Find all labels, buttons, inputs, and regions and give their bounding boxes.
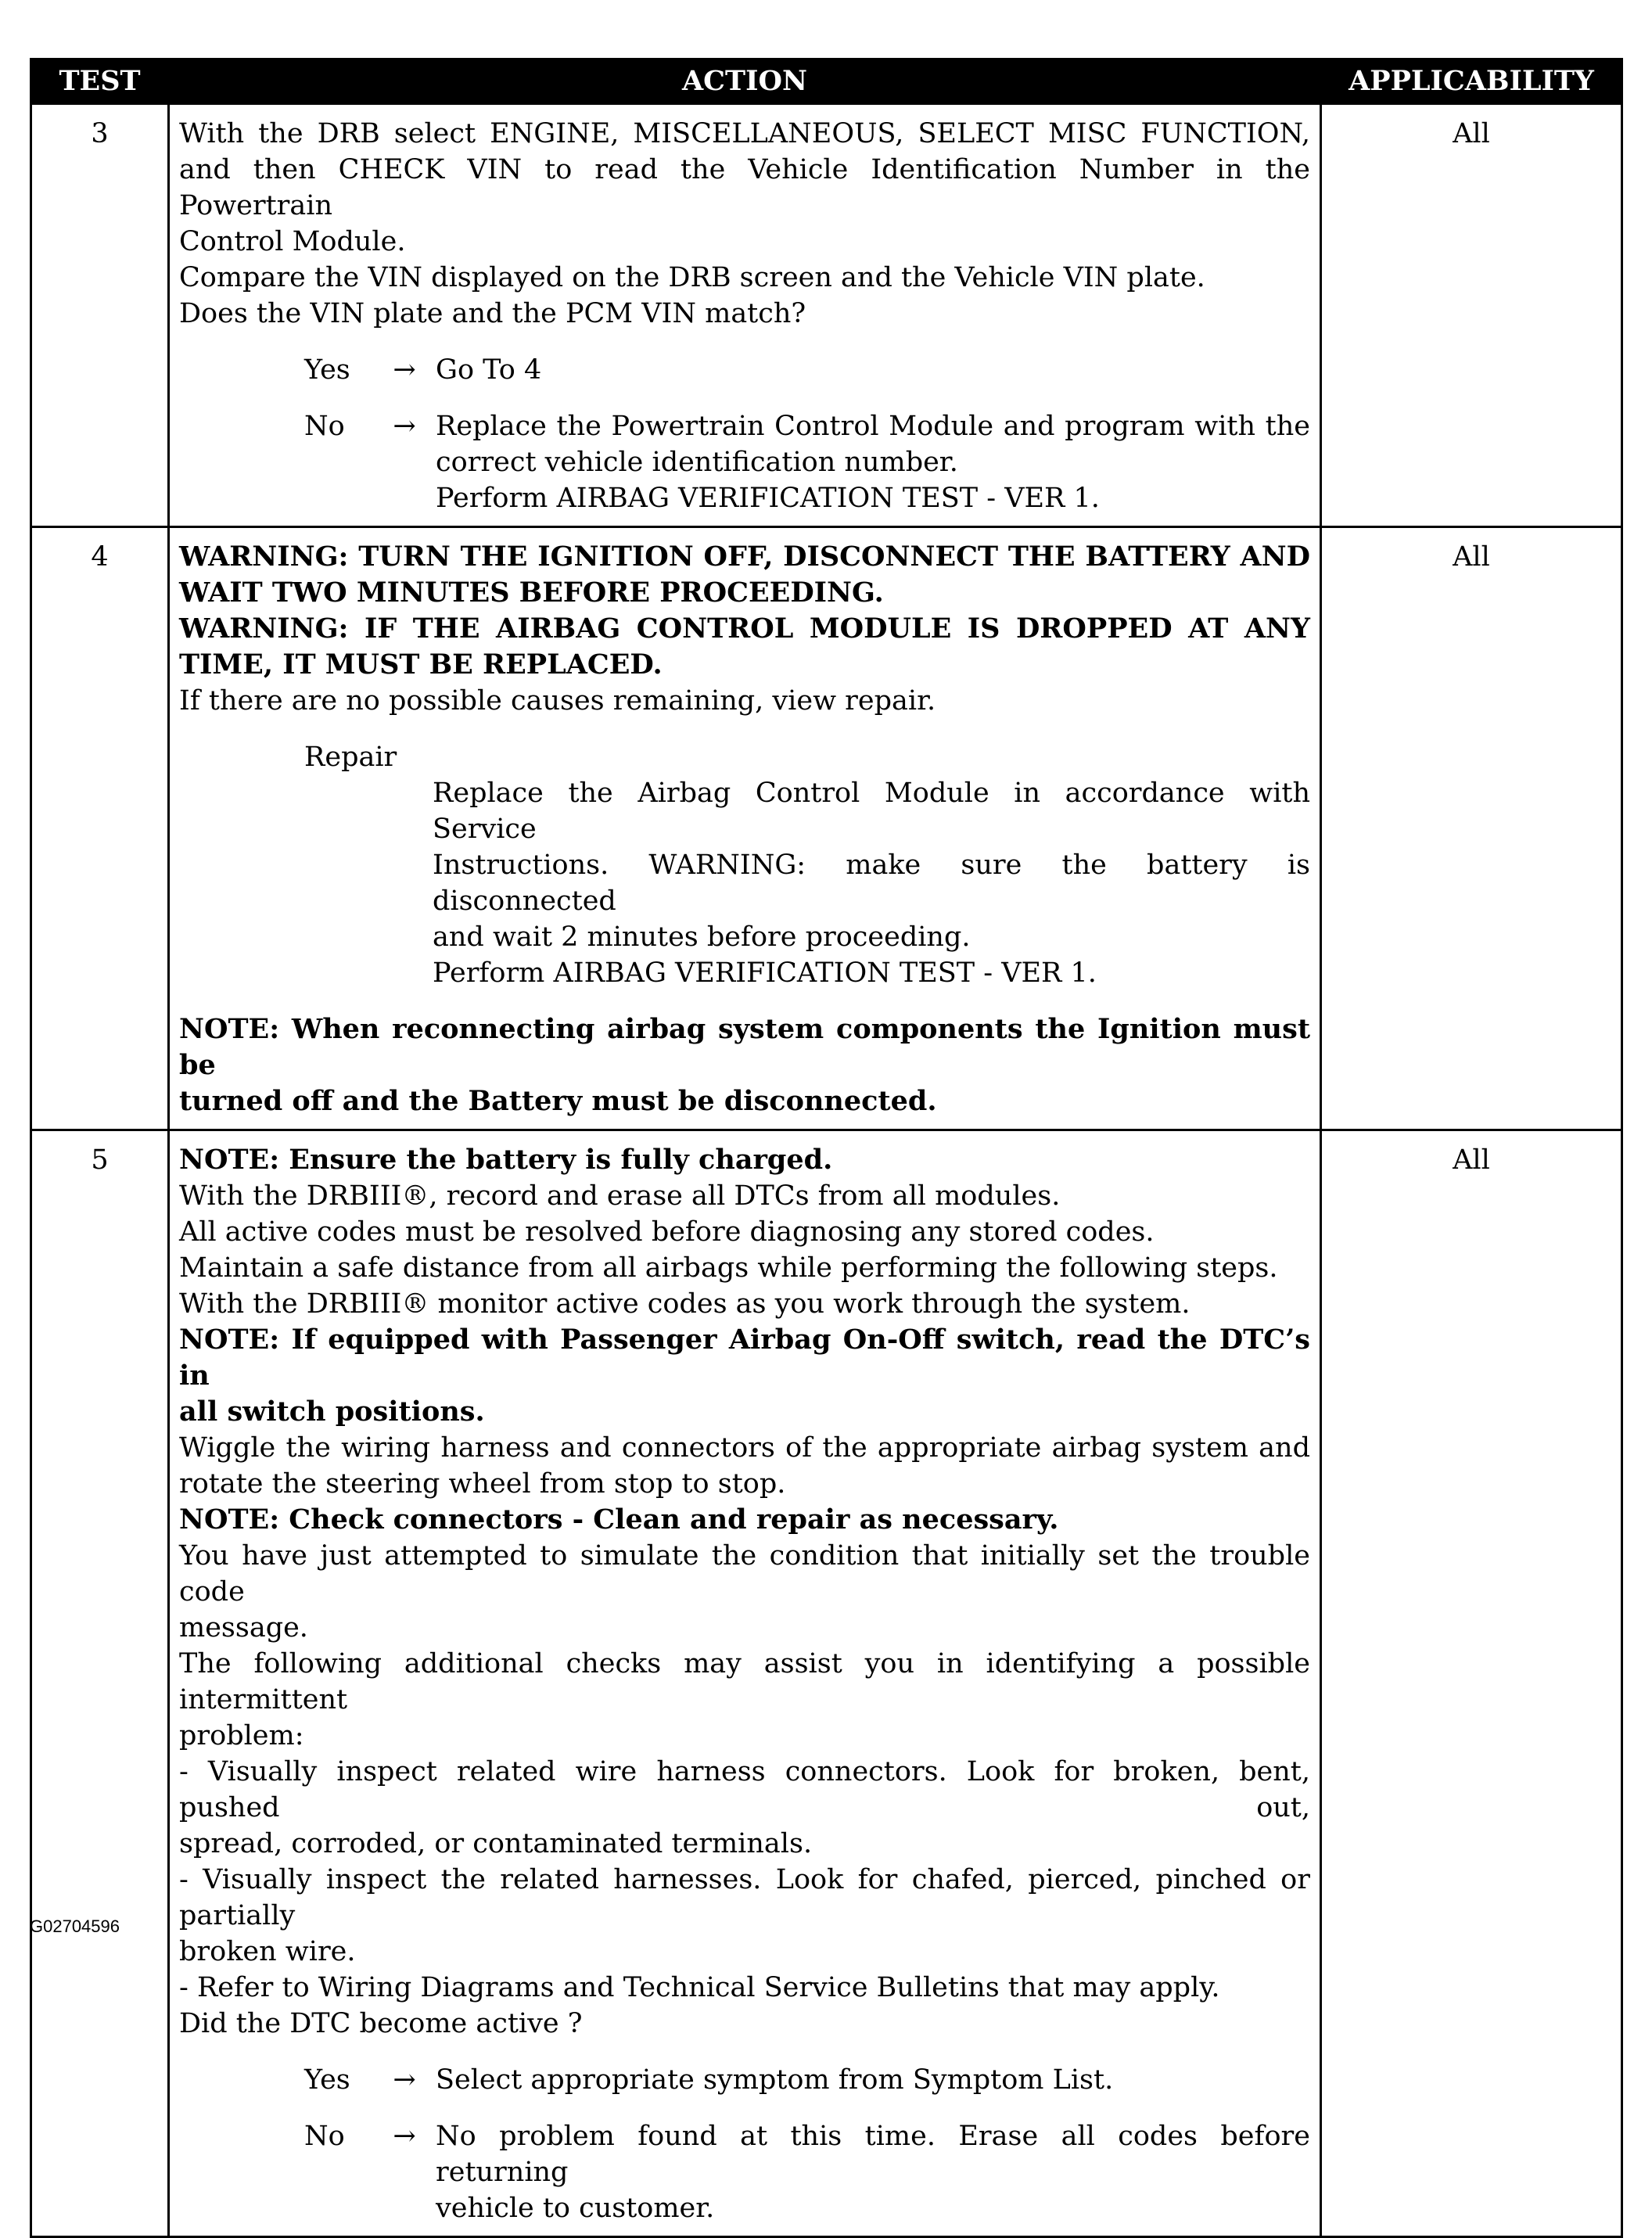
action-line: problem: bbox=[179, 1720, 304, 1751]
action-line: With the DRBIII® monitor active codes as you work through the system. bbox=[179, 1288, 1191, 1320]
diagnostic-procedure-page bbox=[30, 58, 1621, 2238]
note-line: turned off and the Battery must be disconnected. bbox=[179, 1085, 937, 1117]
repair-line: Perform AIRBAG VERIFICATION TEST - VER 1. bbox=[433, 957, 1097, 989]
no-result-line: vehicle to customer. bbox=[436, 2193, 715, 2224]
arrow-right-icon: → bbox=[393, 2064, 416, 2096]
warning-line: WAIT TWO MINUTES BEFORE PROCEEDING. bbox=[179, 577, 884, 609]
header-action: ACTION bbox=[169, 59, 1321, 104]
no-branch bbox=[179, 2118, 1310, 2226]
yes-branch bbox=[179, 352, 1310, 388]
action-line: rotate the steering wheel from stop to stop. bbox=[179, 1468, 786, 1500]
action-line: Maintain a safe distance from all airbags while performing the following steps. bbox=[179, 1252, 1278, 1284]
repair-line: and wait 2 minutes before proceeding. bbox=[433, 921, 971, 953]
yes-branch bbox=[179, 2062, 1310, 2098]
action-line: Did the DTC become active ? bbox=[179, 2008, 583, 2039]
note-line: all switch positions. bbox=[179, 1396, 485, 1428]
no-result bbox=[436, 2118, 1310, 2226]
arrow-right-icon: → bbox=[393, 354, 416, 386]
action-line: With the DRB select ENGINE, MISCELLANEOUS, SELECT MISC FUNCTION, bbox=[179, 118, 1310, 149]
action-cell bbox=[169, 527, 1321, 1130]
arrow-right-icon: → bbox=[393, 411, 416, 442]
yes-result: Select appropriate symptom from Symptom List. bbox=[436, 2064, 1114, 2096]
action-line: spread, corroded, or contaminated terminals. bbox=[179, 1828, 813, 1859]
action-line: Control Module. bbox=[179, 226, 406, 257]
diagnostic-test-table bbox=[30, 58, 1623, 2238]
action-cell bbox=[169, 1130, 1321, 2237]
action-line: The following additional checks may assist you in identifying a possible intermittent bbox=[179, 1648, 1310, 1715]
no-branch bbox=[179, 408, 1310, 516]
applicability-value: All bbox=[1321, 527, 1622, 1130]
no-result bbox=[436, 408, 1310, 516]
table-row-test-4 bbox=[31, 527, 1622, 1130]
action-line: If there are no possible causes remaining, view repair. bbox=[179, 685, 936, 717]
note-line: NOTE: Ensure the battery is fully charged. bbox=[179, 1144, 833, 1176]
yes-label: Yes bbox=[304, 2064, 350, 2096]
yes-label: Yes bbox=[304, 354, 350, 386]
table-row-test-5 bbox=[31, 1130, 1622, 2237]
warning-line: WARNING: IF THE AIRBAG CONTROL MODULE IS DROPPED AT ANY bbox=[179, 612, 1310, 645]
no-result-line: Perform AIRBAG VERIFICATION TEST - VER 1. bbox=[436, 483, 1100, 514]
applicability-value: All bbox=[1321, 104, 1622, 527]
action-line: With the DRBIII®, record and erase all DTCs from all modules. bbox=[179, 1180, 1061, 1212]
action-line: message. bbox=[179, 1612, 308, 1643]
header-test: TEST bbox=[31, 59, 169, 104]
no-result-line: No problem found at this time. Erase all codes before returning bbox=[436, 2121, 1310, 2188]
header-applicability: APPLICABILITY bbox=[1321, 59, 1622, 104]
table-header-row bbox=[31, 59, 1622, 104]
yes-result: Go To 4 bbox=[436, 354, 542, 386]
note-line: NOTE: Check connectors - Clean and repair as necessary. bbox=[179, 1503, 1059, 1536]
test-number: 3 bbox=[31, 104, 169, 527]
table-row-test-3 bbox=[31, 104, 1622, 527]
warning-line: WARNING: TURN THE IGNITION OFF, DISCONNECT THE BATTERY AND bbox=[179, 541, 1310, 573]
action-line: - Visually inspect the related harnesses. Look for chafed, pierced, pinched or partially bbox=[179, 1864, 1310, 1931]
action-line: Wiggle the wiring harness and connectors of the appropriate airbag system and bbox=[179, 1432, 1310, 1464]
action-cell bbox=[169, 104, 1321, 527]
action-line: Does the VIN plate and the PCM VIN match? bbox=[179, 298, 806, 329]
no-result-line: Replace the Powertrain Control Module and program with the bbox=[436, 411, 1310, 442]
test-number: 4 bbox=[31, 527, 169, 1130]
note-line: NOTE: If equipped with Passenger Airbag On-Off switch, read the DTC’s in bbox=[179, 1324, 1310, 1392]
repair-line: Replace the Airbag Control Module in accordance with Service bbox=[433, 778, 1310, 845]
note-line: NOTE: When reconnecting airbag system components the Ignition must be bbox=[179, 1013, 1310, 1081]
image-code: G02704596 bbox=[30, 1916, 120, 1936]
warning-line: TIME, IT MUST BE REPLACED. bbox=[179, 648, 663, 681]
arrow-right-icon: → bbox=[393, 2121, 416, 2152]
applicability-value: All bbox=[1321, 1130, 1622, 2237]
no-label: No bbox=[304, 2121, 345, 2152]
action-line: All active codes must be resolved before diagnosing any stored codes. bbox=[179, 1216, 1155, 1248]
action-line: Compare the VIN displayed on the DRB screen and the Vehicle VIN plate. bbox=[179, 262, 1205, 293]
action-line: broken wire. bbox=[179, 1936, 356, 1967]
test-number: 5 bbox=[31, 1130, 169, 2237]
repair-line: Instructions. WARNING: make sure the battery is disconnected bbox=[433, 850, 1310, 917]
action-line: You have just attempted to simulate the condition that initially set the trouble code bbox=[179, 1540, 1310, 1608]
action-line: and then CHECK VIN to read the Vehicle Identification Number in the Powertrain bbox=[179, 154, 1310, 221]
no-result-line: correct vehicle identification number. bbox=[436, 447, 958, 478]
repair-label: Repair bbox=[304, 742, 397, 773]
action-line: - Visually inspect related wire harness connectors. Look for broken, bent, pushed out, bbox=[179, 1756, 1310, 1823]
action-line: - Refer to Wiring Diagrams and Technical Service Bulletins that may apply. bbox=[179, 1972, 1220, 2003]
no-label: No bbox=[304, 411, 345, 442]
